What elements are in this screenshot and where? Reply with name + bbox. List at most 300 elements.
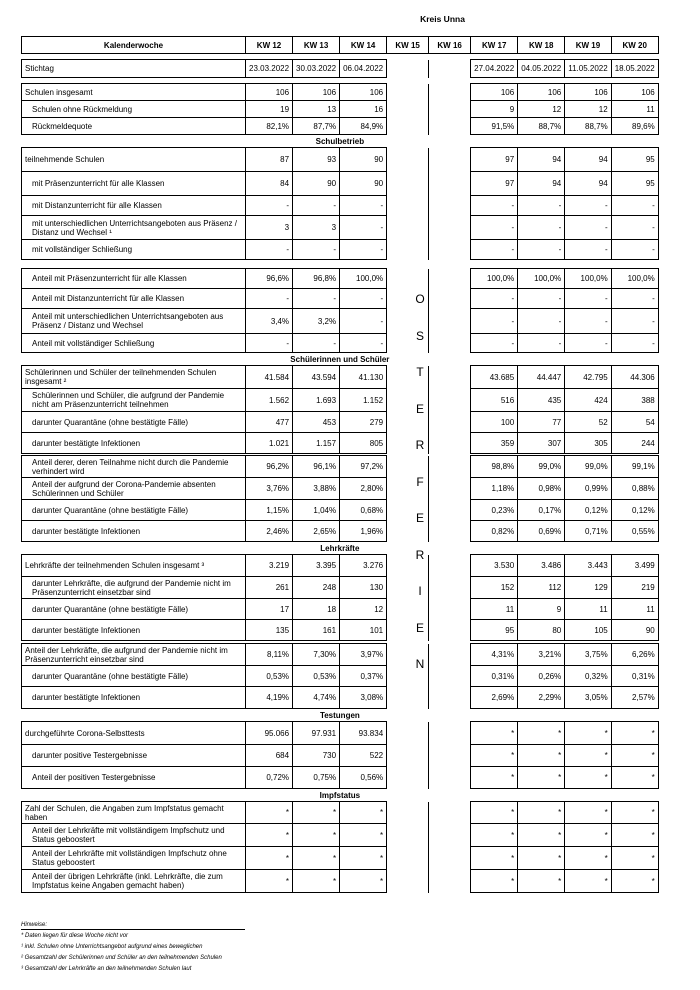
holiday-cell-kw16 [429,101,471,118]
value-cell: 3,4% [246,309,293,334]
header-week: KW 20 [611,37,658,54]
value-cell: 12 [565,101,611,118]
value-cell: * [340,802,387,824]
value-cell: - [340,334,387,353]
header-week: KW 16 [429,37,471,54]
value-cell: * [340,847,387,870]
row-label: darunter Quarantäne (ohne bestätigte Fälle) [22,599,246,620]
row-label: darunter Quarantäne (ohne bestätigte Fälle) [22,666,246,687]
value-cell: 82,1% [246,118,293,135]
value-cell: 13 [293,101,340,118]
value-cell: * [340,824,387,847]
value-cell: 3 [246,216,293,240]
value-cell: - [565,196,611,216]
value-cell: * [518,847,565,870]
holiday-cell-kw16 [429,269,471,289]
date-cell: 30.03.2022 [293,60,340,78]
table-row [22,456,659,478]
row-label: Stichtag [22,60,246,78]
value-cell: - [340,216,387,240]
value-cell: 93 [293,148,340,172]
value-cell: - [471,240,518,260]
table-row [22,802,659,824]
value-cell: 2,69% [471,687,518,709]
value-cell: 0,98% [518,478,565,500]
holiday-cell-kw16 [429,722,471,745]
value-cell: - [611,334,658,353]
value-cell: 90 [340,148,387,172]
value-cell: 18 [293,599,340,620]
section-row [22,709,659,722]
value-cell: 77 [518,412,565,433]
header-week: KW 17 [471,37,518,54]
row-label: Anteil mit Präsenzunterricht für alle Klassen [22,269,246,289]
value-cell: 219 [611,577,658,599]
value-cell: 522 [340,745,387,767]
value-cell: 684 [246,745,293,767]
date-cell: 27.04.2022 [471,60,518,78]
value-cell: 89,6% [611,118,658,135]
row-label: darunter bestätigte Infektionen [22,687,246,709]
value-cell: 42.795 [565,366,611,389]
value-cell: * [611,745,658,767]
value-cell: 87,7% [293,118,340,135]
spacer-cell [22,260,659,269]
value-cell: - [518,216,565,240]
row-label: Schulen insgesamt [22,84,246,101]
row-label: mit vollständiger Schließung [22,240,246,260]
value-cell: 54 [611,412,658,433]
value-cell: - [340,309,387,334]
date-cell: 18.05.2022 [611,60,658,78]
table-row [22,84,659,101]
value-cell: 0,88% [611,478,658,500]
value-cell: 95 [611,172,658,196]
value-cell: 11 [611,101,658,118]
value-cell: 52 [565,412,611,433]
holiday-letter: R [415,438,425,452]
holiday-letter: T [416,365,424,379]
value-cell: - [340,289,387,309]
value-cell: * [471,745,518,767]
holiday-cell-kw16 [429,802,471,824]
holiday-cell-kw15 [387,148,429,172]
value-cell: 3.276 [340,555,387,577]
holiday-cell-kw16 [429,687,471,709]
table-row [22,240,659,260]
value-cell: - [246,196,293,216]
header-week: KW 13 [293,37,340,54]
value-cell: 11 [471,599,518,620]
value-cell: 99,1% [611,456,658,478]
row-label: durchgeführte Corona-Selbsttests [22,722,246,745]
row-label: Anteil der Lehrkräfte mit vollständigen Impfschutz ohne Status geboostert [22,847,246,870]
header-week: KW 14 [340,37,387,54]
table-row [22,521,659,542]
value-cell: 80 [518,620,565,641]
value-cell: 106 [293,84,340,101]
row-label: Anteil der Lehrkräfte mit vollständigem Impfschutz und Status geboostert [22,824,246,847]
footnote: ¹ inkl. Schulen ohne Unterrichtsangebot aufgrund eines beweglichen [21,944,203,950]
footnotes-rule [21,929,245,930]
table-row [22,334,659,353]
document-title: Kreis Unna [420,14,465,24]
value-cell: 106 [565,84,611,101]
value-cell: * [518,870,565,893]
value-cell: 93.834 [340,722,387,745]
value-cell: 0,31% [611,666,658,687]
value-cell: 730 [293,745,340,767]
value-cell: - [471,216,518,240]
holiday-cell-kw15 [387,847,429,870]
value-cell: * [518,767,565,789]
value-cell: 1.562 [246,389,293,412]
value-cell: - [565,334,611,353]
value-cell: 307 [518,433,565,454]
table-row [22,599,659,620]
value-cell: 94 [565,172,611,196]
value-cell: 0,55% [611,521,658,542]
table-row [22,309,659,334]
table-row [22,644,659,666]
value-cell: 279 [340,412,387,433]
value-cell: - [565,216,611,240]
holiday-cell-kw15 [387,196,429,216]
row-label: darunter positive Testergebnisse [22,745,246,767]
value-cell: 388 [611,389,658,412]
value-cell: * [565,722,611,745]
value-cell: * [246,802,293,824]
value-cell: * [565,847,611,870]
value-cell: 424 [565,389,611,412]
value-cell: 261 [246,577,293,599]
value-cell: - [246,334,293,353]
row-label: Schülerinnen und Schüler, die aufgrund der Pandemie nicht am Präsenzunterricht teilnehmen [22,389,246,412]
value-cell: 101 [340,620,387,641]
value-cell: * [611,767,658,789]
holiday-cell-kw15 [387,745,429,767]
holiday-cell-kw16 [429,824,471,847]
table-row [22,767,659,789]
spacer-row [22,260,659,269]
row-label: mit Präsenzunterricht für alle Klassen [22,172,246,196]
holiday-cell-kw16 [429,118,471,135]
value-cell: * [246,847,293,870]
value-cell: * [518,824,565,847]
value-cell: * [518,802,565,824]
value-cell: 1.021 [246,433,293,454]
value-cell: - [518,289,565,309]
value-cell: 0,53% [246,666,293,687]
value-cell: 94 [518,172,565,196]
value-cell: 135 [246,620,293,641]
value-cell: - [471,309,518,334]
holiday-cell-kw15 [387,84,429,101]
value-cell: - [611,216,658,240]
value-cell: 1,18% [471,478,518,500]
value-cell: 106 [340,84,387,101]
table-row [22,389,659,412]
table-row [22,148,659,172]
value-cell: 44.447 [518,366,565,389]
holiday-cell-kw15 [387,172,429,196]
date-cell: 23.03.2022 [246,60,293,78]
row-label: Anteil mit vollständiger Schließung [22,334,246,353]
value-cell: 161 [293,620,340,641]
holiday-cell-kw15 [387,599,429,620]
value-cell: 8,11% [246,644,293,666]
value-cell: - [246,240,293,260]
value-cell: 1,04% [293,500,340,521]
row-label: darunter bestätigte Infektionen [22,620,246,641]
value-cell: 4,31% [471,644,518,666]
row-label: darunter Quarantäne (ohne bestätigte Fälle) [22,412,246,433]
value-cell: * [611,802,658,824]
row-label: Anteil mit unterschiedlichen Unterrichtsangeboten aus Präsenz / Distanz und Wechsel [22,309,246,334]
table-row [22,269,659,289]
table-row [22,196,659,216]
header-week: KW 12 [246,37,293,54]
value-cell: 95.066 [246,722,293,745]
value-cell: - [565,309,611,334]
row-label: mit Distanzunterricht für alle Klassen [22,196,246,216]
value-cell: * [471,802,518,824]
value-cell: - [518,334,565,353]
value-cell: 97 [471,148,518,172]
holiday-cell-kw15 [387,240,429,260]
table-row [22,433,659,454]
value-cell: 94 [518,148,565,172]
section-row [22,135,659,148]
header-label: Kalenderwoche [22,37,246,54]
value-cell: 0,32% [565,666,611,687]
table-row [22,666,659,687]
footnote: ³ Gesamtzahl der Lehrkräfte an den teilnehmenden Schulen laut [21,966,192,972]
value-cell: 90 [340,172,387,196]
value-cell: 91,5% [471,118,518,135]
value-cell: 435 [518,389,565,412]
table-row [22,555,659,577]
value-cell: * [518,745,565,767]
value-cell: * [565,870,611,893]
section-heading: Lehrkräfte [320,543,360,553]
value-cell: 96,6% [246,269,293,289]
holiday-cell-kw15 [387,767,429,789]
value-cell: 96,1% [293,456,340,478]
footnote: ² Gesamtzahl der Schülerinnen und Schüler an den teilnehmenden Schulen [21,955,222,961]
table-row [22,412,659,433]
value-cell: 16 [340,101,387,118]
holiday-cell-kw16 [429,216,471,240]
value-cell: 0,75% [293,767,340,789]
value-cell: - [293,240,340,260]
value-cell: 3.395 [293,555,340,577]
value-cell: * [565,824,611,847]
row-label: Schülerinnen und Schüler der teilnehmenden Schulen insgesamt ² [22,366,246,389]
value-cell: 0,99% [565,478,611,500]
value-cell: 44.306 [611,366,658,389]
value-cell: 0,68% [340,500,387,521]
value-cell: 2,80% [340,478,387,500]
value-cell: - [471,196,518,216]
notes-heading: Hinweise: [21,922,48,928]
holiday-letter: O [415,292,425,306]
value-cell: 100,0% [611,269,658,289]
value-cell: 106 [246,84,293,101]
holiday-cell-kw15 [387,269,429,289]
table-row [22,870,659,893]
value-cell: * [293,802,340,824]
value-cell: - [518,196,565,216]
value-cell: 95 [471,620,518,641]
section-row [22,542,659,555]
holiday-letter: E [415,401,424,416]
footnote: * Daten liegen für diese Woche nicht vor [21,933,129,939]
row-label: Anteil der aufgrund der Corona-Pandemie absenten Schülerinnen und Schüler [22,478,246,500]
table-row [22,620,659,641]
value-cell: 41.130 [340,366,387,389]
value-cell: 0,56% [340,767,387,789]
value-cell: * [471,870,518,893]
value-cell: 87 [246,148,293,172]
value-cell: 17 [246,599,293,620]
header-week: KW 18 [518,37,565,54]
value-cell: 88,7% [518,118,565,135]
table-row [22,172,659,196]
value-cell: 0,17% [518,500,565,521]
value-cell: 0,12% [565,500,611,521]
value-cell: - [340,240,387,260]
value-cell: 99,0% [565,456,611,478]
holiday-cell-kw15 [387,101,429,118]
holiday-cell-kw15 [387,118,429,135]
value-cell: * [611,847,658,870]
table-row [22,824,659,847]
value-cell: 1.152 [340,389,387,412]
table-row [22,722,659,745]
row-label: Anteil der übrigen Lehrkräfte (inkl. Lehrkräfte, die zum Impfstatus keine Angaben gemacht haben) [22,870,246,893]
value-cell: * [293,847,340,870]
holiday-cell-kw16 [429,84,471,101]
value-cell: - [518,309,565,334]
value-cell: 516 [471,389,518,412]
value-cell: * [471,722,518,745]
value-cell: 2,29% [518,687,565,709]
value-cell: * [246,824,293,847]
holiday-cell-kw15 [387,802,429,824]
holiday-cell-kw15 [387,824,429,847]
value-cell: 95 [611,148,658,172]
value-cell: * [293,870,340,893]
value-cell: 3 [293,216,340,240]
holiday-cell-kw16 [429,599,471,620]
table-row [22,847,659,870]
section-heading: Schülerinnen und Schüler [290,354,390,364]
value-cell: - [246,289,293,309]
row-label: Lehrkräfte der teilnehmenden Schulen insgesamt ³ [22,555,246,577]
row-label: Anteil der positiven Testergebnisse [22,767,246,789]
value-cell: 7,30% [293,644,340,666]
row-label: Anteil mit Distanzunterricht für alle Klassen [22,289,246,309]
value-cell: 84 [246,172,293,196]
value-cell: 0,71% [565,521,611,542]
row-label: teilnehmende Schulen [22,148,246,172]
value-cell: 1,96% [340,521,387,542]
holiday-cell-kw16 [429,847,471,870]
table-row [22,687,659,709]
value-cell: 0,72% [246,767,293,789]
value-cell: - [293,289,340,309]
value-cell: 9 [518,599,565,620]
row-label: Zahl der Schulen, die Angaben zum Impfstatus gemacht haben [22,802,246,824]
value-cell: 6,26% [611,644,658,666]
value-cell: 100,0% [565,269,611,289]
value-cell: 1.157 [293,433,340,454]
holiday-cell-kw16 [429,148,471,172]
value-cell: - [293,334,340,353]
value-cell: 112 [518,577,565,599]
value-cell: 11 [565,599,611,620]
value-cell: 9 [471,101,518,118]
value-cell: 4,74% [293,687,340,709]
value-cell: 0,31% [471,666,518,687]
value-cell: 90 [611,620,658,641]
holiday-cell-kw16 [429,240,471,260]
stichtag-row [22,60,659,78]
value-cell: - [471,289,518,309]
value-cell: 88,7% [565,118,611,135]
value-cell: 100,0% [340,269,387,289]
value-cell: 43.685 [471,366,518,389]
value-cell: 244 [611,433,658,454]
row-label: darunter Lehrkräfte, die aufgrund der Pandemie nicht im Präsenzunterricht einsetzbar sind [22,577,246,599]
value-cell: 2,65% [293,521,340,542]
value-cell: * [471,824,518,847]
value-cell: * [293,824,340,847]
section-heading: Impfstatus [319,790,361,800]
value-cell: * [565,745,611,767]
value-cell: 2,46% [246,521,293,542]
table-row [22,577,659,599]
row-label: Rückmeldequote [22,118,246,135]
value-cell: 3.443 [565,555,611,577]
value-cell: 3.499 [611,555,658,577]
value-cell: - [611,289,658,309]
value-cell: 19 [246,101,293,118]
value-cell: 3,2% [293,309,340,334]
value-cell: 98,8% [471,456,518,478]
holiday-letter: I [418,584,422,598]
value-cell: 0,37% [340,666,387,687]
value-cell: * [565,802,611,824]
table-row [22,289,659,309]
header-week: KW 15 [387,37,429,54]
value-cell: 97 [471,172,518,196]
value-cell: 12 [340,599,387,620]
date-cell: 06.04.2022 [340,60,387,78]
value-cell: 100 [471,412,518,433]
value-cell: 84,9% [340,118,387,135]
holiday-letter: S [415,328,424,343]
date-cell: 04.05.2022 [518,60,565,78]
value-cell: 4,19% [246,687,293,709]
row-label: Schulen ohne Rückmeldung [22,101,246,118]
value-cell: 3.486 [518,555,565,577]
value-cell: 90 [293,172,340,196]
section-heading: Schulbetrieb [315,136,365,146]
value-cell: 0,69% [518,521,565,542]
value-cell: * [340,870,387,893]
